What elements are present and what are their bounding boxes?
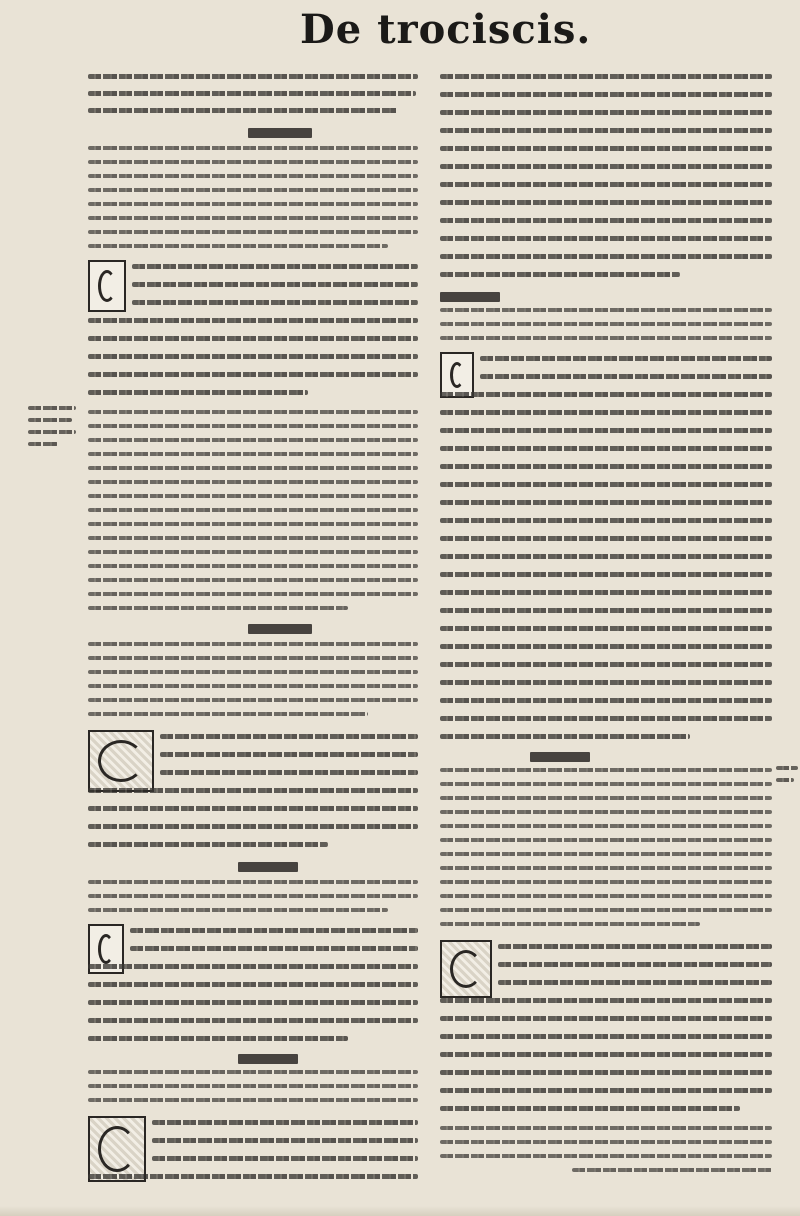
text-line xyxy=(440,182,772,187)
text-line xyxy=(130,946,418,951)
text-line xyxy=(440,164,772,169)
text-line xyxy=(440,1126,772,1130)
text-line xyxy=(440,128,772,133)
text-line xyxy=(88,410,418,414)
text-line xyxy=(440,838,772,842)
text-line xyxy=(440,1106,740,1111)
text-line xyxy=(440,734,690,739)
text-line xyxy=(88,684,418,688)
text-line xyxy=(88,536,418,540)
text-line xyxy=(88,174,418,178)
text-line xyxy=(440,272,680,277)
text-line xyxy=(440,880,772,884)
text-line xyxy=(88,592,418,596)
text-line xyxy=(440,518,772,523)
text-line xyxy=(440,536,772,541)
text-line xyxy=(88,372,418,377)
text-line xyxy=(440,1070,772,1075)
text-line xyxy=(440,716,772,721)
text-line xyxy=(152,1156,418,1161)
text-line xyxy=(440,626,772,631)
text-line xyxy=(132,264,418,269)
text-line xyxy=(440,410,772,415)
text-line xyxy=(88,1070,418,1074)
text-line xyxy=(440,824,772,828)
text-line xyxy=(572,1168,772,1172)
text-line xyxy=(88,880,418,884)
text-line xyxy=(88,188,418,192)
text-line xyxy=(440,322,772,326)
text-line xyxy=(88,788,418,793)
text-line xyxy=(440,1140,772,1144)
text-line xyxy=(440,852,772,856)
page-bottom-edge xyxy=(0,1206,800,1216)
text-line xyxy=(88,908,388,912)
text-line xyxy=(28,406,76,410)
text-line xyxy=(776,766,798,770)
text-line xyxy=(88,564,418,568)
text-line xyxy=(88,982,418,987)
text-line xyxy=(88,438,418,442)
text-line xyxy=(440,1016,772,1021)
text-line xyxy=(88,1098,418,1102)
text-line xyxy=(480,356,772,361)
text-line xyxy=(440,110,772,115)
text-line xyxy=(440,446,772,451)
text-line xyxy=(88,230,418,234)
text-line xyxy=(88,1018,418,1023)
text-line xyxy=(440,236,772,241)
text-line xyxy=(88,842,328,847)
text-line xyxy=(88,318,418,323)
decorated-initial-s xyxy=(88,1116,146,1182)
text-line xyxy=(440,464,772,469)
text-line xyxy=(440,92,772,97)
text-column-right xyxy=(440,72,775,1197)
text-line xyxy=(440,644,772,649)
text-line xyxy=(88,1036,348,1041)
text-line xyxy=(88,91,416,96)
text-line xyxy=(440,1034,772,1039)
text-line xyxy=(440,922,700,926)
text-line xyxy=(88,642,418,646)
text-line xyxy=(88,216,418,220)
text-line xyxy=(440,500,772,505)
running-head: De trociscis. xyxy=(300,6,592,53)
decorated-initial-c xyxy=(88,260,126,312)
text-line xyxy=(498,980,772,985)
text-line xyxy=(440,74,772,79)
text-line xyxy=(160,752,418,757)
text-line xyxy=(440,200,772,205)
text-line xyxy=(88,466,418,470)
text-line xyxy=(440,336,772,340)
text-line xyxy=(440,428,772,433)
text-line xyxy=(88,1000,418,1005)
text-column-left xyxy=(88,72,423,1197)
text-line xyxy=(440,254,772,259)
text-line xyxy=(440,810,772,814)
text-line xyxy=(88,452,418,456)
text-line xyxy=(88,824,418,829)
text-line xyxy=(88,146,418,150)
text-line xyxy=(440,482,772,487)
text-line xyxy=(160,734,418,739)
text-line xyxy=(440,146,772,151)
text-line xyxy=(88,550,418,554)
text-line xyxy=(440,1052,772,1057)
text-line xyxy=(88,390,308,395)
text-line xyxy=(88,894,418,898)
text-line xyxy=(152,1138,418,1143)
text-line xyxy=(132,300,418,305)
text-line xyxy=(88,1174,418,1179)
text-line xyxy=(88,1084,418,1088)
text-line xyxy=(440,572,772,577)
text-line xyxy=(88,606,348,610)
text-line xyxy=(440,680,772,685)
text-line xyxy=(130,928,418,933)
text-line xyxy=(440,308,772,312)
section-mark-additio xyxy=(248,624,312,634)
text-line xyxy=(88,656,418,660)
text-line xyxy=(440,998,772,1003)
text-line xyxy=(440,608,772,613)
decorated-initial-c xyxy=(440,940,492,998)
section-mark-additio xyxy=(238,862,298,872)
text-line xyxy=(88,508,418,512)
text-line xyxy=(88,578,418,582)
text-line xyxy=(88,670,418,674)
text-line xyxy=(28,418,72,422)
text-line xyxy=(88,108,398,113)
text-line xyxy=(776,778,794,782)
text-line xyxy=(132,282,418,287)
text-line xyxy=(88,712,368,716)
text-line xyxy=(88,480,418,484)
text-line xyxy=(88,698,418,702)
text-line xyxy=(152,1120,418,1125)
text-line xyxy=(440,554,772,559)
text-line xyxy=(480,374,772,379)
text-line xyxy=(88,202,418,206)
section-mark-additio xyxy=(530,752,590,762)
text-line xyxy=(440,1154,772,1158)
text-line xyxy=(88,74,418,79)
section-mark-additio xyxy=(440,292,500,302)
text-line xyxy=(28,442,58,446)
text-line xyxy=(498,944,772,949)
text-line xyxy=(440,908,772,912)
text-line xyxy=(88,336,418,341)
text-line xyxy=(160,770,418,775)
text-line xyxy=(440,392,772,397)
text-line xyxy=(440,894,772,898)
text-line xyxy=(88,494,418,498)
text-line xyxy=(440,866,772,870)
section-mark-additio xyxy=(248,128,312,138)
section-mark-additio xyxy=(238,1054,298,1064)
text-line xyxy=(498,962,772,967)
text-line xyxy=(88,964,418,969)
text-line xyxy=(440,698,772,703)
text-line xyxy=(88,806,418,811)
text-line xyxy=(440,590,772,595)
text-line xyxy=(440,796,772,800)
text-line xyxy=(440,768,772,772)
text-line xyxy=(88,160,418,164)
text-line xyxy=(88,354,418,359)
text-line xyxy=(88,244,388,248)
text-line xyxy=(88,522,418,526)
text-line xyxy=(440,218,772,223)
text-line xyxy=(28,430,76,434)
text-line xyxy=(88,424,418,428)
text-line xyxy=(440,1088,772,1093)
text-line xyxy=(440,662,772,667)
text-line xyxy=(440,782,772,786)
decorated-initial-c xyxy=(88,730,154,792)
